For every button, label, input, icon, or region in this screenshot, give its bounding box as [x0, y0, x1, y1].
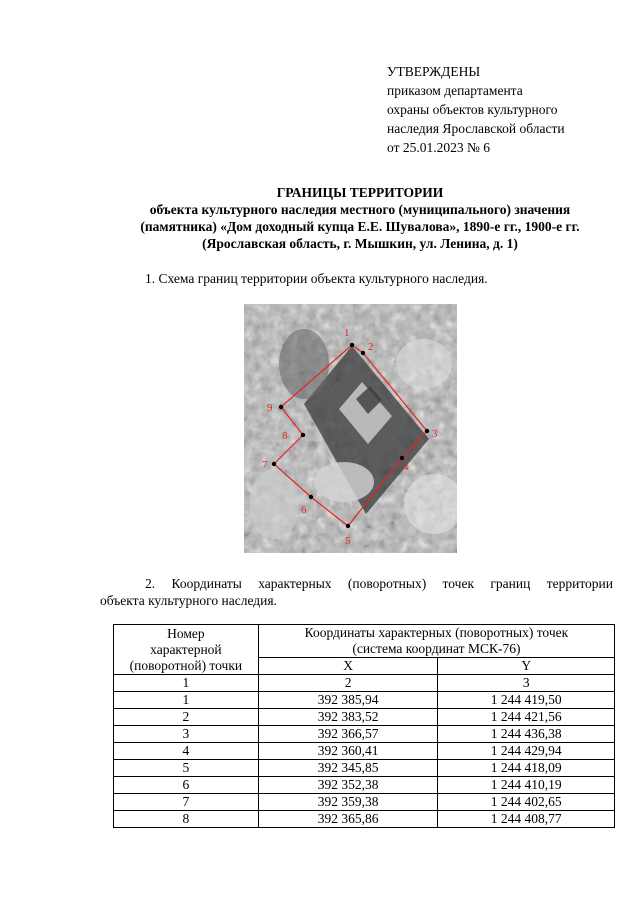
table-row [114, 726, 615, 743]
numbering-cell: 2 [258, 675, 438, 692]
boundary-point-1 [350, 343, 354, 347]
table-row [114, 777, 615, 794]
approval-block [387, 62, 565, 157]
section-2-line: 2. Координаты характерных (поворотных) точек границ территории [145, 576, 613, 591]
x-cell: 392 360,41 [258, 743, 438, 760]
approval-line: наследия Ярославской области [387, 121, 565, 136]
approval-line: охраны объектов культурного [387, 102, 558, 117]
point-label-6: 6 [301, 504, 307, 516]
x-header: X [258, 658, 438, 675]
document-heading [100, 184, 620, 252]
point-label-4: 4 [403, 461, 409, 473]
x-cell: 392 345,85 [258, 760, 438, 777]
boundary-point-2 [361, 351, 365, 355]
point-label-3: 3 [432, 428, 438, 440]
point-label-8: 8 [282, 430, 288, 442]
x-cell: 392 385,94 [258, 692, 438, 709]
approval-date: от 25.01.2023 № 6 [387, 140, 490, 155]
heading-address: (Ярославская область, г. Мышкин, ул. Ленина, д. 1) [202, 236, 518, 251]
numbering-cell: 3 [438, 675, 615, 692]
point-number-cell: 1 [114, 692, 259, 709]
boundary-point-8 [301, 433, 305, 437]
x-cell: 392 352,38 [258, 777, 438, 794]
y-cell: 1 244 402,65 [438, 794, 615, 811]
y-cell: 1 244 419,50 [438, 692, 615, 709]
numbering-cell: 1 [114, 675, 259, 692]
x-cell: 392 365,86 [258, 811, 438, 828]
boundary-point-4 [400, 456, 404, 460]
boundary-point-9 [279, 405, 283, 409]
header-text: Номер [167, 625, 205, 641]
aerial-photo [244, 304, 457, 553]
point-number-cell: 2 [114, 709, 259, 726]
point-label-1: 1 [344, 327, 350, 339]
point-number-header [114, 625, 259, 675]
point-label-5: 5 [345, 535, 351, 547]
approval-line: приказом департамента [387, 83, 523, 98]
heading-title: ГРАНИЦЫ ТЕРРИТОРИИ [276, 185, 444, 200]
point-number-cell: 3 [114, 726, 259, 743]
boundary-point-7 [272, 462, 276, 466]
point-label-2: 2 [368, 341, 374, 353]
boundary-point-6 [309, 495, 313, 499]
point-number-cell: 6 [114, 777, 259, 794]
table-row [114, 794, 615, 811]
boundary-point-3 [425, 429, 429, 433]
table-row [114, 709, 615, 726]
boundary-point-5 [346, 524, 350, 528]
point-label-7: 7 [262, 459, 268, 471]
section-2-title [100, 575, 613, 609]
x-cell: 392 359,38 [258, 794, 438, 811]
y-cell: 1 244 421,56 [438, 709, 615, 726]
boundary-scheme-map [244, 304, 457, 553]
y-cell: 1 244 429,94 [438, 743, 615, 760]
section-1-title: 1. Схема границ территории объекта культурного наследия. [145, 271, 488, 286]
point-number-cell: 5 [114, 760, 259, 777]
heading-line: объекта культурного наследия местного (муниципального) значения [149, 202, 571, 217]
section-2-line: объекта культурного наследия. [100, 593, 277, 608]
heading-line: (памятника) «Дом доходный купца Е.Е. Шувалова», 1890-е гг., 1900-е гг. [140, 219, 580, 234]
coordinates-table [113, 624, 615, 828]
y-cell: 1 244 418,09 [438, 760, 615, 777]
x-cell: 392 366,57 [258, 726, 438, 743]
y-cell: 1 244 410,19 [438, 777, 615, 794]
table-row [114, 811, 615, 828]
header-text: (система координат МСК-76) [352, 641, 521, 656]
approval-title: УТВЕРЖДЕНЫ [387, 64, 481, 79]
table-row [114, 743, 615, 760]
header-text: характерной [150, 641, 222, 657]
point-number-cell: 7 [114, 794, 259, 811]
coordinates-header [258, 625, 614, 658]
point-label-9: 9 [267, 402, 273, 414]
table-row [114, 760, 615, 777]
y-header: Y [438, 658, 615, 675]
y-cell: 1 244 436,38 [438, 726, 615, 743]
point-number-cell: 4 [114, 743, 259, 760]
y-cell: 1 244 408,77 [438, 811, 615, 828]
header-text: (поворотной) точки [129, 657, 243, 673]
table-row [114, 692, 615, 709]
point-number-cell: 8 [114, 811, 259, 828]
header-text: Координаты характерных (поворотных) точек [304, 625, 569, 640]
x-cell: 392 383,52 [258, 709, 438, 726]
